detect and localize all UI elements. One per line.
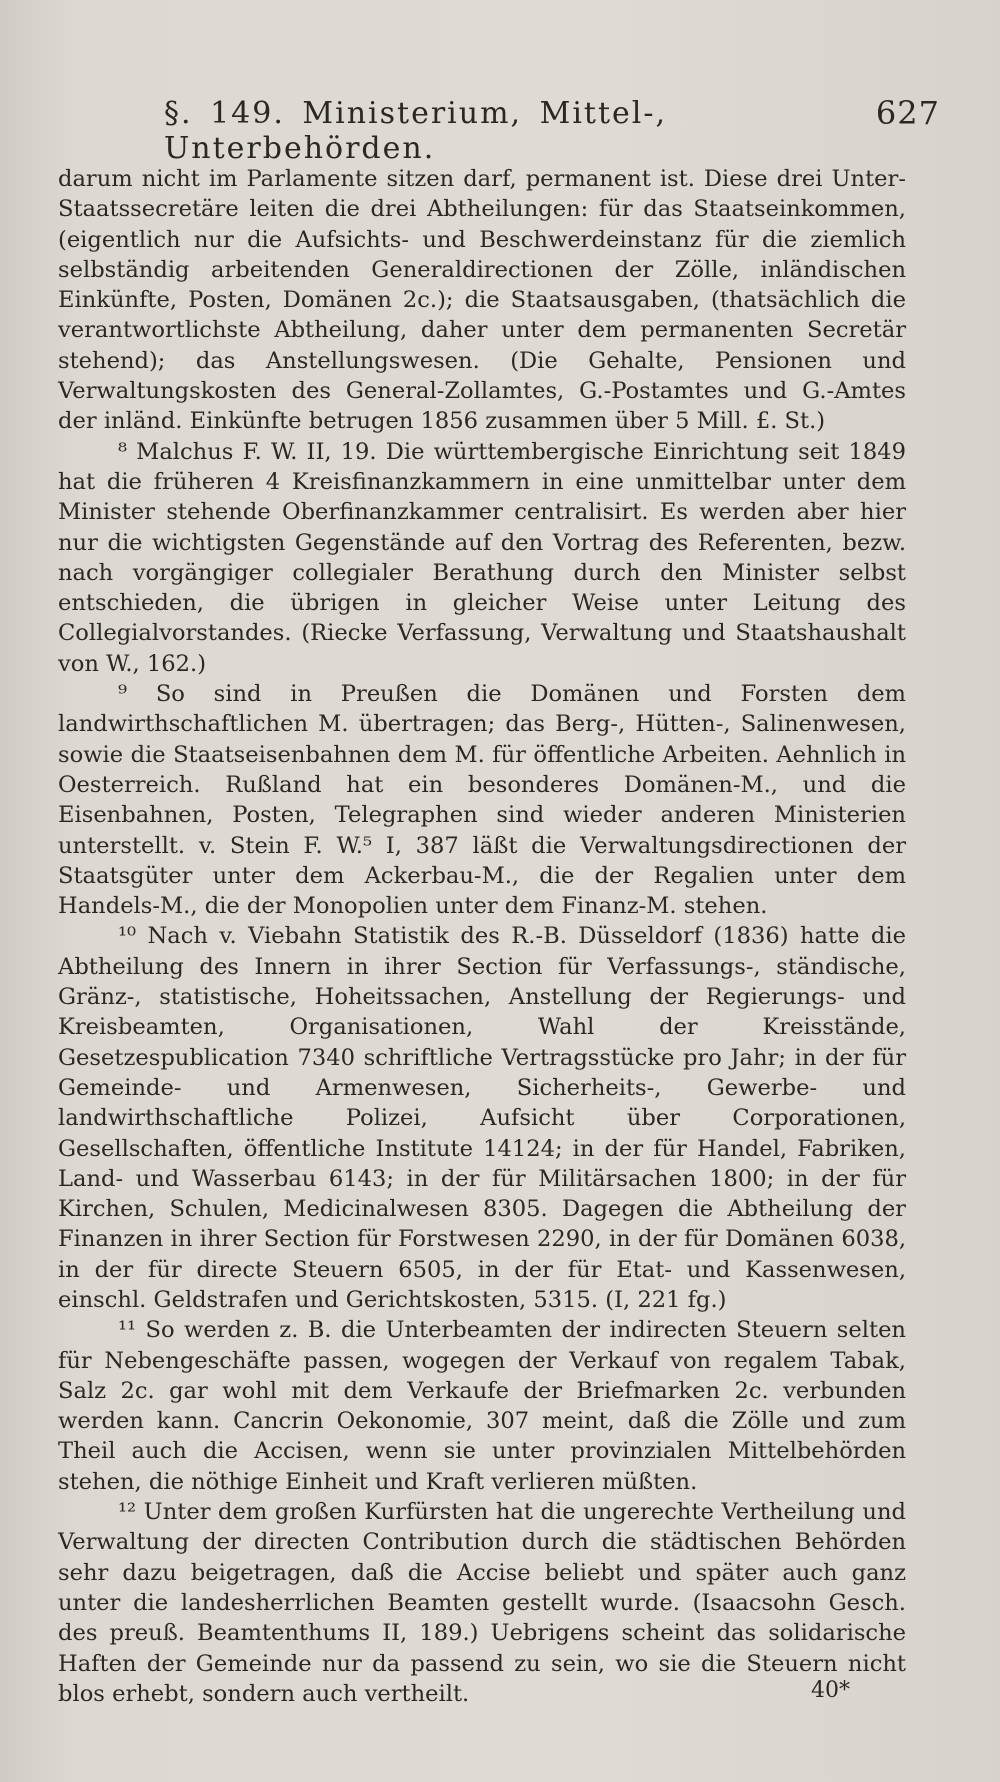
page-number: 627 [875,94,940,132]
footnote-9: ⁹ So sind in Preußen die Domänen und Forsten dem landwirthschaftlichen M. übertragen; das Berg-, Hütten-, Salinenwesen, sowie die Staatseisenbahnen dem M. für öffentliche Arbeiten. Aehnlich in Oesterreich. Rußland hat ein besonderes Domänen-M., und die Eisenbahnen, Posten, Telegraphen sind wieder anderen Ministerien unterstellt. v. Stein F. W.⁵ I, 387 läßt die Verwaltungsdirectionen der Staatsgüter unter dem Ackerbau-M., die der Regalien unter dem Handels-M., die der Monopolien unter dem Finanz-M. stehen. [58,681,906,920]
signature-mark: 40* [811,1678,850,1703]
paragraph-continuation: darum nicht im Parlamente sitzen darf, permanent ist. Diese drei Unter-Staatssecretäre leiten die drei Abtheilungen: für das Staatseinkommen, (eigentlich nur die Aufsichts- und Beschwerdeinstanz für die ziemlich selbständig arbeitenden Generaldirectionen der Zölle, inländischen Einkünfte, Posten, Domänen 2c.); die Staatsausgaben, (thatsächlich die verantwortlichste Abtheilung, daher unter dem permanenten Secretär stehend); das Anstellungswesen. (Die Gehalte, Pensionen und Verwaltungskosten des General-Zollamtes, G.-Postamtes und G.-Amtes der inländ. Einkünfte betrugen 1856 zusammen über 5 Mill. £. St.) [58,166,906,435]
running-head: §. 149. Ministerium, Mittel-, Unterbehörden. [164,96,668,166]
page-header [150,92,940,166]
footnote-10: ¹⁰ Nach v. Viebahn Statistik des R.-B. Düsseldorf (1836) hatte die Abtheilung des Innern in ihrer Section für Verfassungs-, ständische, Gränz-, statistische, Hoheitssachen, Anstellung der Regierungs- und Kreisbeamten, Organisationen, Wahl der Kreisstände, Gesetzespublication 7340 schriftliche Vertragsstücke pro Jahr; in der für Gemeinde- und Armenwesen, Sicherheits-, Gewerbe- und landwirthschaftliche Polizei, Aufsicht über Corporationen, Gesellschaften, öffentliche Institute 14124; in der für Handel, Fabriken, Land- und Wasserbau 6143; in der für Militärsachen 1800; in der für Kirchen, Schulen, Medicinalwesen 8305. Dagegen die Abtheilung der Finanzen in ihrer Section für Forstwesen 2290, in der für Domänen 6038, in der für directe Steuern 6505, in der für Etat- und Kassenwesen, einschl. Geldstrafen und Gerichtskosten, 5315. (I, 221 fg.) [58,923,906,1313]
footnote-8: ⁸ Malchus F. W. II, 19. Die württembergische Einrichtung seit 1849 hat die früheren 4 Kreisfinanzkammern in eine unmittelbar unter dem Minister stehende Oberfinanzkammer centralisirt. Es werden aber hier nur die wichtigsten Gegenstände auf den Vortrag des Referenten, bezw. nach vorgängiger collegialer Berathung durch den Minister selbst entschieden, die übrigen in gleicher Weise unter Leitung des Collegialvorstandes. (Riecke Verfassung, Verwaltung und Staatshaushalt von W., 162.) [58,438,906,677]
footnote-11: ¹¹ So werden z. B. die Unterbeamten der indirecten Steuern selten für Nebengeschäfte passen, wogegen der Verkauf von regalem Tabak, Salz 2c. gar wohl mit dem Verkaufe der Briefmarken 2c. verbunden werden kann. Cancrin Oekonomie, 307 meint, daß die Zölle und zum Theil auch die Accisen, wenn sie unter provinzialen Mittelbehörden stehen, die nöthige Einheit und Kraft verlieren müßten. [58,1317,906,1495]
footnote-12: ¹² Unter dem großen Kurfürsten hat die ungerechte Vertheilung und Verwaltung der directen Contribution durch die städtischen Behörden sehr dazu beigetragen, daß die Accise beliebt und später auch ganz unter die landesherrlichen Beamten gestellt wurde. (Isaacsohn Gesch. des preuß. Beamtenthums II, 189.) Uebrigens scheint das solidarische Haften der Gemeinde nur da passend zu sein, wo sie die Steuern nicht blos erhebt, sondern auch vertheilt. [58,1499,906,1707]
body-text [58,164,906,1709]
